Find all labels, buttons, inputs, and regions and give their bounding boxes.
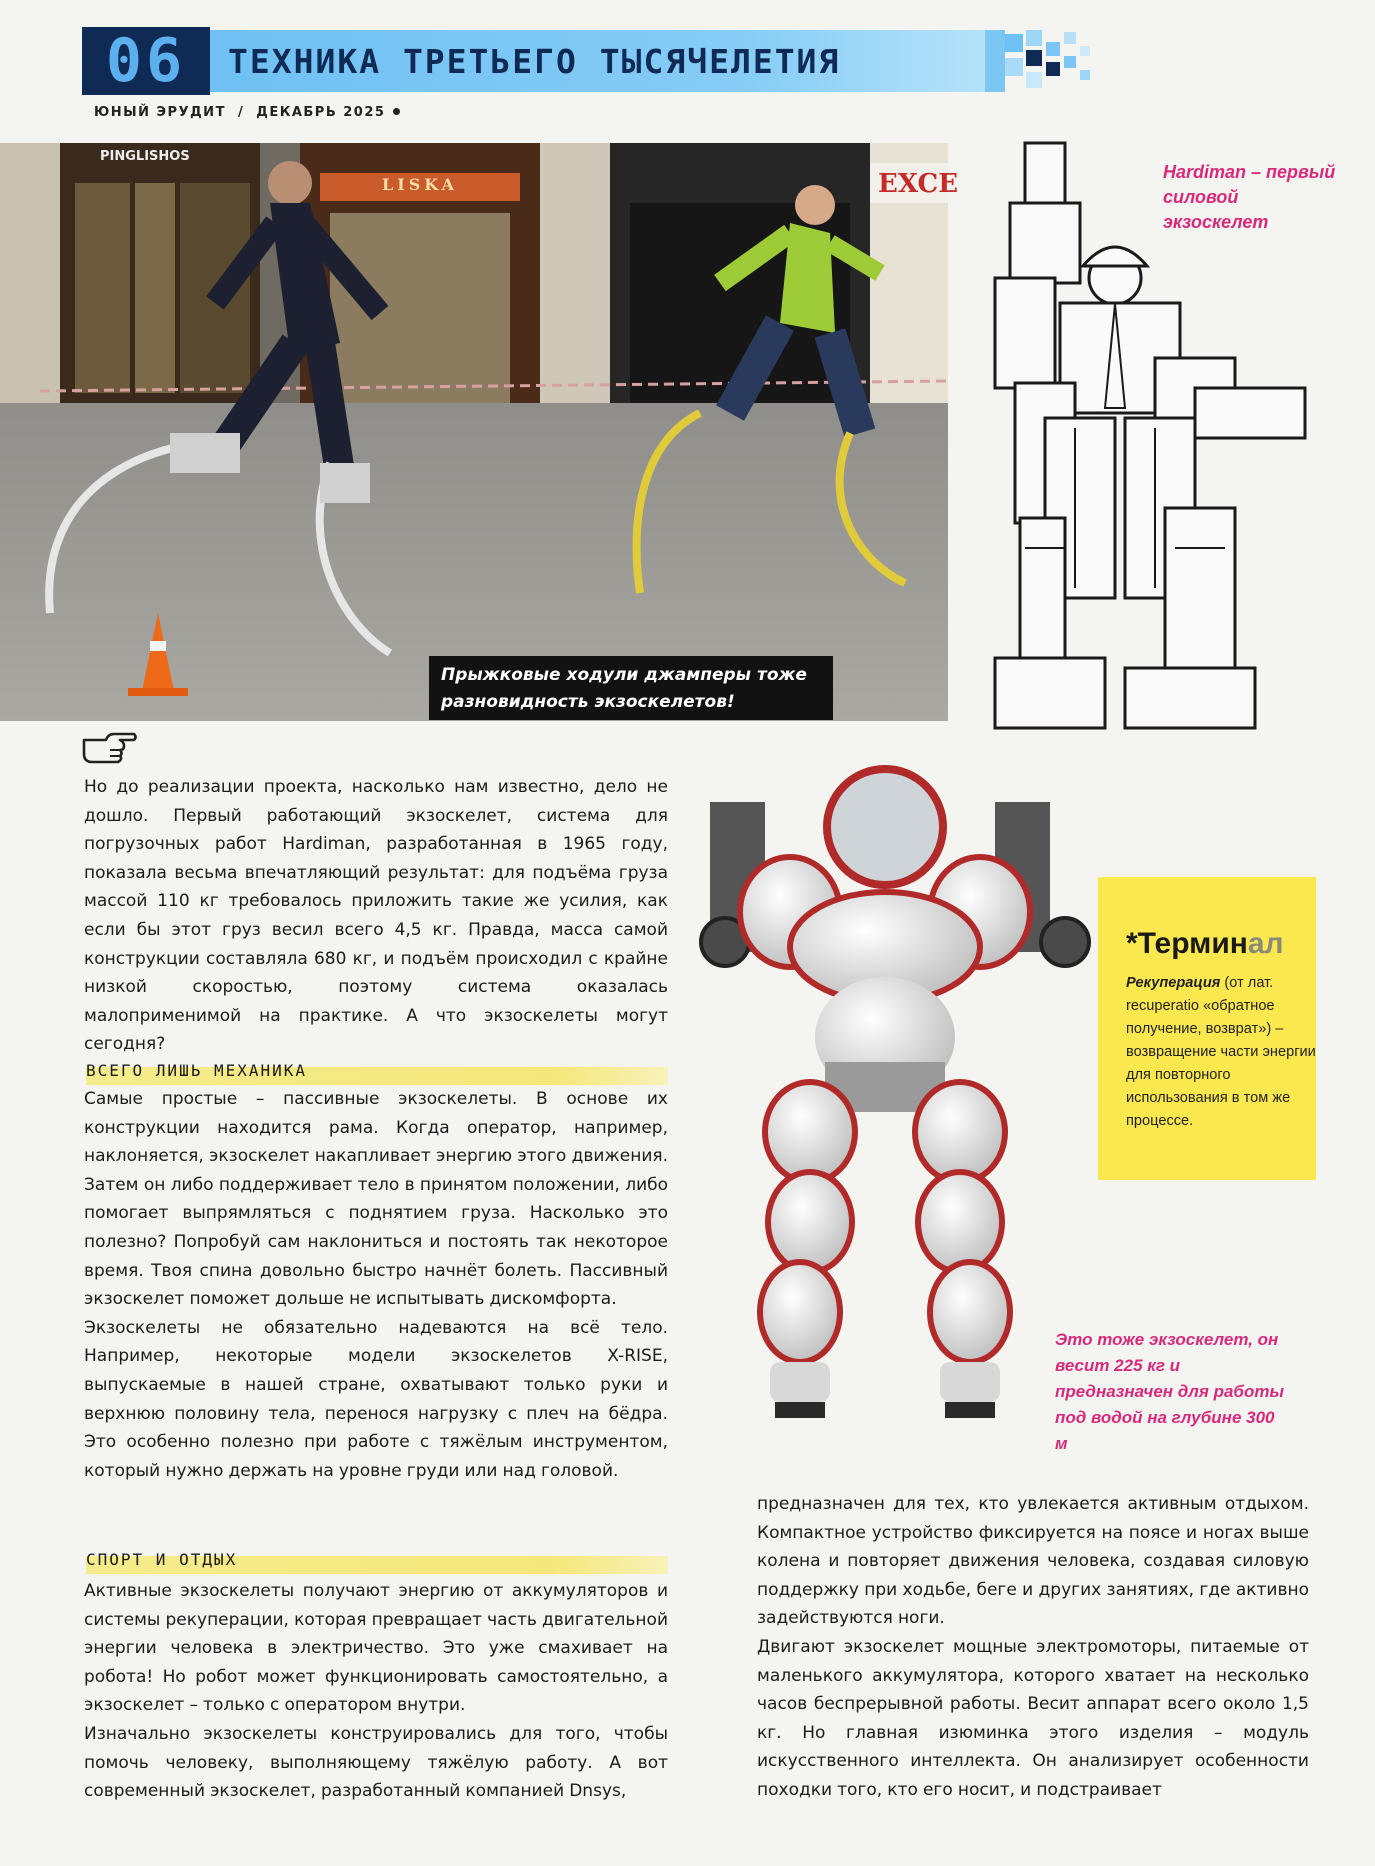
glossary-definition: [1126, 972, 1321, 1133]
issue-separator: /: [237, 105, 245, 120]
page-title: ТЕХНИКА ТРЕТЬЕГО ТЫСЯЧЕЛЕТИЯ: [228, 42, 841, 81]
paragraph: предназначен для тех, кто увлекается активным отдыхом. Компактное устройство фиксируется на поясе и ногах выше колена и повторяет движения человека, создавая силовую поддержку при ходьбе, беге и других занятиях, где активно задействуются ноги.: [757, 1494, 1309, 1629]
storefront-sign: EXCE: [878, 169, 959, 199]
issue-date: ДЕКАБРЬ 2025: [256, 105, 386, 120]
hardiman-caption: Hardiman – первый силовой экзоскелет: [1163, 162, 1336, 232]
paragraph: Самые простые – пассивные экзоскелеты. В основе их конструкции находится рама. Когда оператор, например, наклоняется, экзоскелет накапливает энергию этого движения. Затем он либо поддерживает тело в принятом положении, либо помогает выпрямляться с поднятием груза. Насколько это полезно? Попробуй сам наклониться и постоять так некоторое время. Твоя спина довольно быстро начнёт болеть. Пассивный экзоскелет поможет дольше не испытывать дискомфорта.: [84, 1089, 668, 1310]
section-sport-text: [84, 1577, 668, 1806]
pointing-hand-icon: [80, 728, 138, 768]
section-number: 06: [82, 27, 210, 95]
paragraph: Двигают экзоскелет мощные электромоторы, питаемые от маленького аккумулятора, которого хватает на несколько часов беспрерывной работы. Весит аппарат всего около 1,5 кг. Но главная изюминка этого изделия – модуль искусственного интеллекта. Он анализирует особенности походки того, кто его носит, и подстраивает: [757, 1636, 1309, 1800]
magazine-name: ЮНЫЙ ЭРУДИТ: [94, 105, 226, 120]
glossary-title-main: *Термин: [1126, 927, 1248, 960]
issue-line: [94, 105, 400, 120]
paragraph: Экзоскелеты не обязательно надеваются на всё тело. Например, некоторые модели экзоскелетов X-RISE, выпускаемые в нашей стране, охватывают только руки и верхнюю половину тела, перенося нагрузку с плеч на бёдра. Это особенно полезно при работе с тяжёлым инструментом, который нужно держать на уровне груди или над головой.: [84, 1317, 668, 1481]
paragraph: Изначально экзоскелеты конструировались для того, чтобы помочь человеку, выполняющему тяжёлую работу. А вот современный экзоскелет, разработанный компанией Dnsys,: [84, 1723, 668, 1802]
jumpers-photo: [0, 143, 959, 721]
section-mechanics-text: [84, 1085, 668, 1485]
intro-paragraph: [84, 773, 668, 1059]
glossary-term: Рекуперация: [1126, 975, 1221, 991]
right-column-text: [757, 1490, 1309, 1805]
diving-suit-caption: Это тоже экзоскелет, он весит 225 кг и предназначен для работы под водой на глубине 300 м: [1055, 1330, 1284, 1453]
jumpers-caption: Прыжковые ходули джамперы тоже разновидность экзоскелетов!: [429, 656, 833, 720]
glossary-definition-text: (от лат. recuperatio «обратное получение, возврат») – возвращение части энергии для повторного использования в том же процессе.: [1126, 975, 1316, 1129]
paragraph: Но до реализации проекта, насколько нам известно, дело не дошло. Первый работающий экзоскелет, система для погрузочных работ Hardiman, разработанная в 1965 году, показала весьма впечатляющий результат: для подъёма груза массой 110 кг требовалось приложить такие же усилия, как если бы этот груз весил всего 4,5 кг. Правда, масса самой конструкции составляла 680 кг, и подъём происходил с крайне низкой скоростью, поэтому система оказалась малоприменимой на практике. А что экзоскелеты могут сегодня?: [84, 777, 668, 1055]
storefront-sign: PINGLISHOS: [100, 149, 190, 164]
section-heading-text: СПОРТ И ОТДЫХ: [86, 1550, 238, 1569]
storefront-sign: LISKA: [382, 175, 458, 194]
section-heading-sport: [86, 1550, 686, 1578]
paragraph: Активные экзоскелеты получают энергию от аккумуляторов и системы рекуперации, которая превращает часть двигательной энергии человека в электричество. Это уже смахивает на робота! Но робот может функционировать самостоятельно, а экзоскелет – только с оператором внутри.: [84, 1581, 668, 1716]
bullet-dot-icon: [393, 108, 400, 115]
glossary-title: [1126, 927, 1284, 961]
glossary-title-faded: ал: [1247, 927, 1284, 960]
section-heading-text: ВСЕГО ЛИШЬ МЕХАНИКА: [86, 1061, 308, 1080]
diving-suit-illustration: [715, 752, 1075, 1464]
